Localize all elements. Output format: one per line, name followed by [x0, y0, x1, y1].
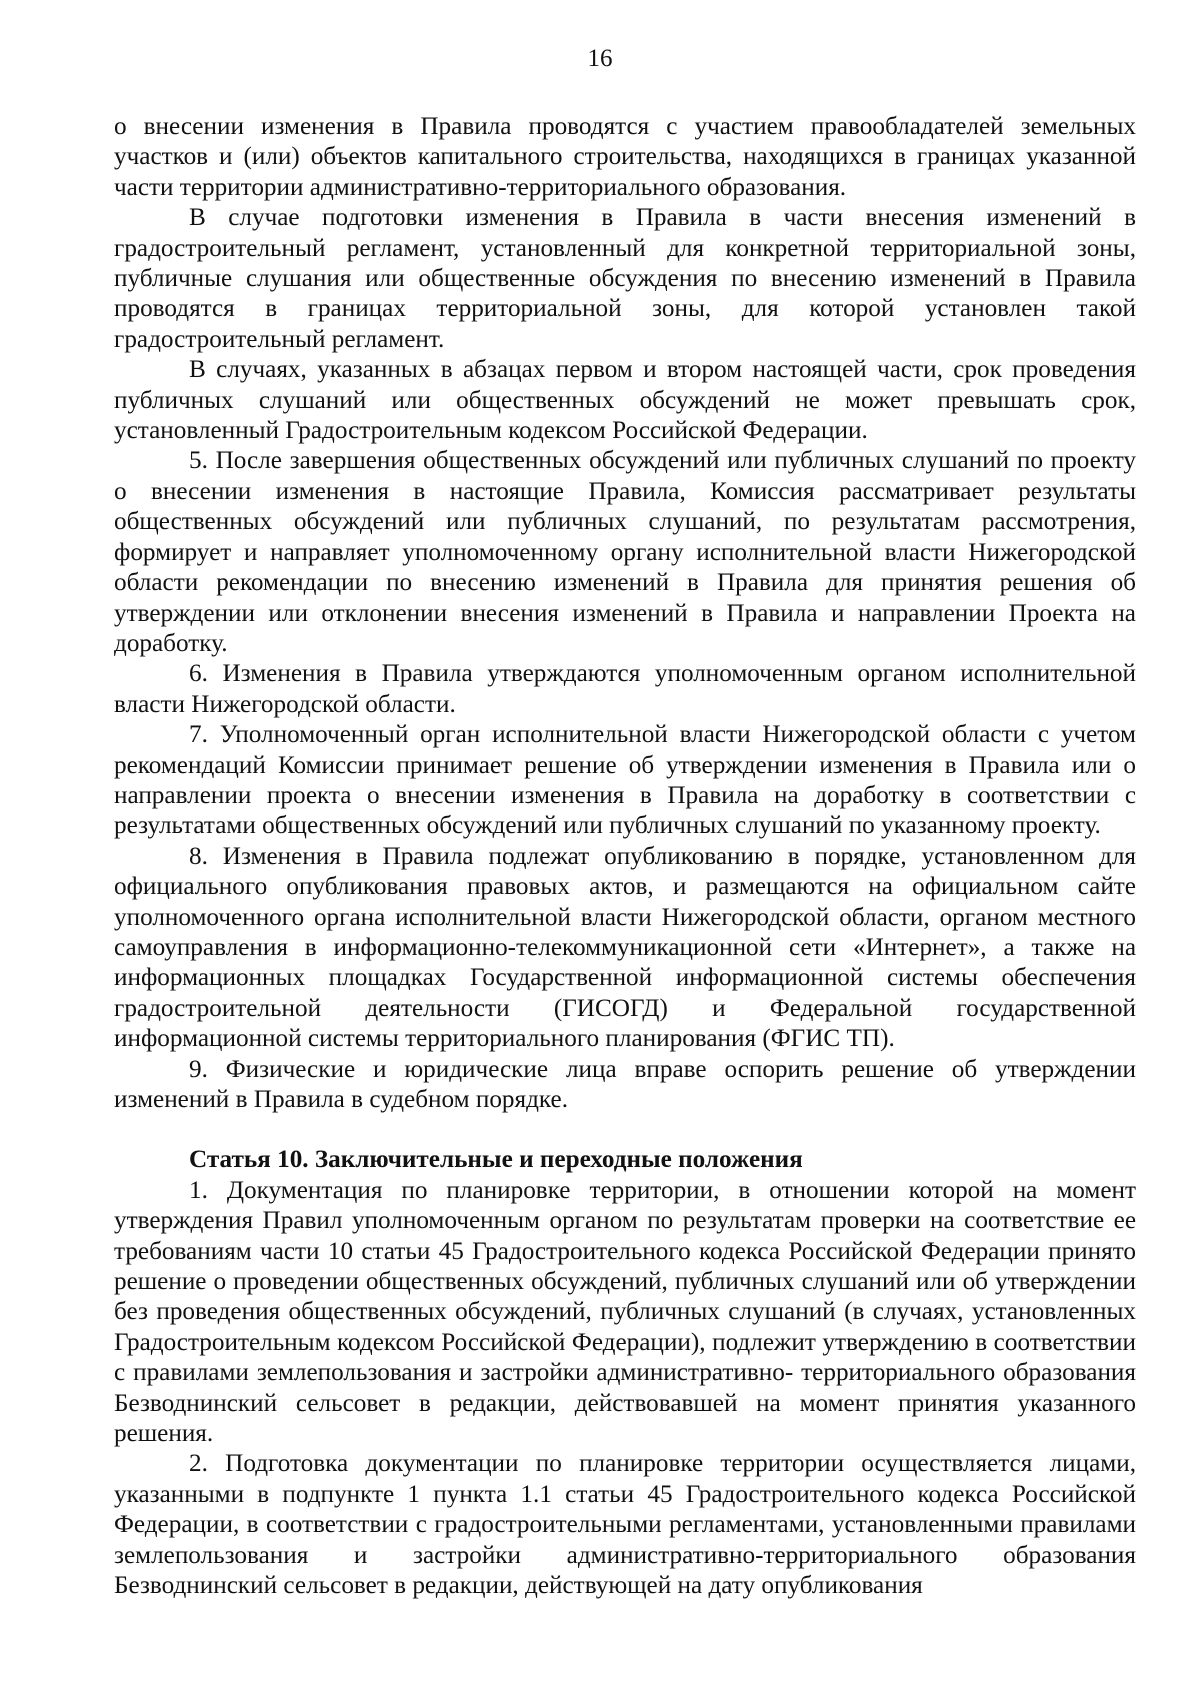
- paragraph: В случаях, указанных в абзацах первом и втором настоящей части, срок проведения публичных слушаний или общественных обсуждений не может превышать срок, установленный Градостроительным кодексом Российской Федерации.: [114, 356, 1136, 445]
- paragraph: В случае подготовки изменения в Правила в части внесения изменений в градостроительный регламент, установленный для конкретной территориальной зоны, публичные слушания или общественные обсуждения по внесению изменений в Правила проводятся в границах территориальной зоны, для которой установлен такой градостроительный регламент.: [114, 204, 1136, 353]
- paragraph: 7. Уполномоченный орган исполнительной власти Нижегородской области с учетом рекомендаций Комиссии принимает решение об утверждении изменения в Правила или о направлении проекта о внесении изменения в Правила на доработку в соответствии с результатами общественных обсуждений или публичных слушаний по указанному проекту.: [114, 721, 1136, 840]
- paragraphs-after: [114, 1176, 1136, 1602]
- paragraph: 6. Изменения в Правила утверждаются уполномоченным органом исполнительной власти Нижегородской области.: [114, 660, 1136, 718]
- article-heading: Статья 10. Заключительные и переходные положения: [189, 1146, 803, 1174]
- page-number: 16: [587, 45, 613, 72]
- paragraph: о внесении изменения в Правила проводятся с участием правообладателей земельных участков и (или) объектов капитального строительства, находящихся в границах указанной части территории административно-территориального образования.: [114, 113, 1136, 201]
- paragraph: 9. Физические и юридические лица вправе оспорить решение об утверждении изменений в Правила в судебном порядке.: [114, 1055, 1136, 1113]
- paragraph: 8. Изменения в Правила подлежат опубликованию в порядке, установленном для официального опубликования правовых актов, и размещаются на официальном сайте уполномоченного органа исполнительной власти Нижегородской области, органом местного самоуправления в информационно-телекоммуникационной сети «Интернет», а также на информационных площадках Государственной информационной системы обеспечения градостроительной деятельности (ГИСОГД) и Федеральной государственной информационной системы территориального планирования (ФГИС ТП).: [114, 842, 1136, 1053]
- paragraph: 2. Подготовка документации по планировке территории осуществляется лицами, указанными в подпункте 1 пункта 1.1 статьи 45 Градостроительного кодекса Российской Федерации, в соответствии с градостроительными регламентами, установленными правилами землепользования и застройки административно-территориального образования Безводнинский сельсовет в редакции, действующей на дату опубликования: [114, 1450, 1136, 1600]
- document-body: [114, 112, 1136, 1602]
- paragraph: 5. После завершения общественных обсуждений или публичных слушаний по проекту о внесении изменения в настоящие Правила, Комиссия рассматривает результаты общественных обсуждений или публичных слушаний, по результатам рассмотрения, формирует и направляет уполномоченному органу исполнительной власти Нижегородской области рекомендации по внесению изменений в Правила для принятия решения об утверждении или отклонении внесения изменений в Правила и направлении Проекта на доработку.: [114, 447, 1136, 657]
- paragraph: 1. Документация по планировке территории, в отношении которой на момент утверждения Правил уполномоченным органом по результатам проверки на соответствие ее требованиям части 10 статьи 45 Градостроительного кодекса Российской Федерации принято решение о проведении общественных обсуждений, публичных слушаний или об утверждении без проведения общественных обсуждений, публичных слушаний (в случаях, установленных Градостроительным кодексом Российской Федерации), подлежит утверждению в соответствии с правилами землепользования и застройки административно- территориального образования Безводнинский сельсовет в редакции, действовавшей на момент принятия указанного решения.: [114, 1176, 1136, 1448]
- paragraphs-before: [114, 112, 1136, 1115]
